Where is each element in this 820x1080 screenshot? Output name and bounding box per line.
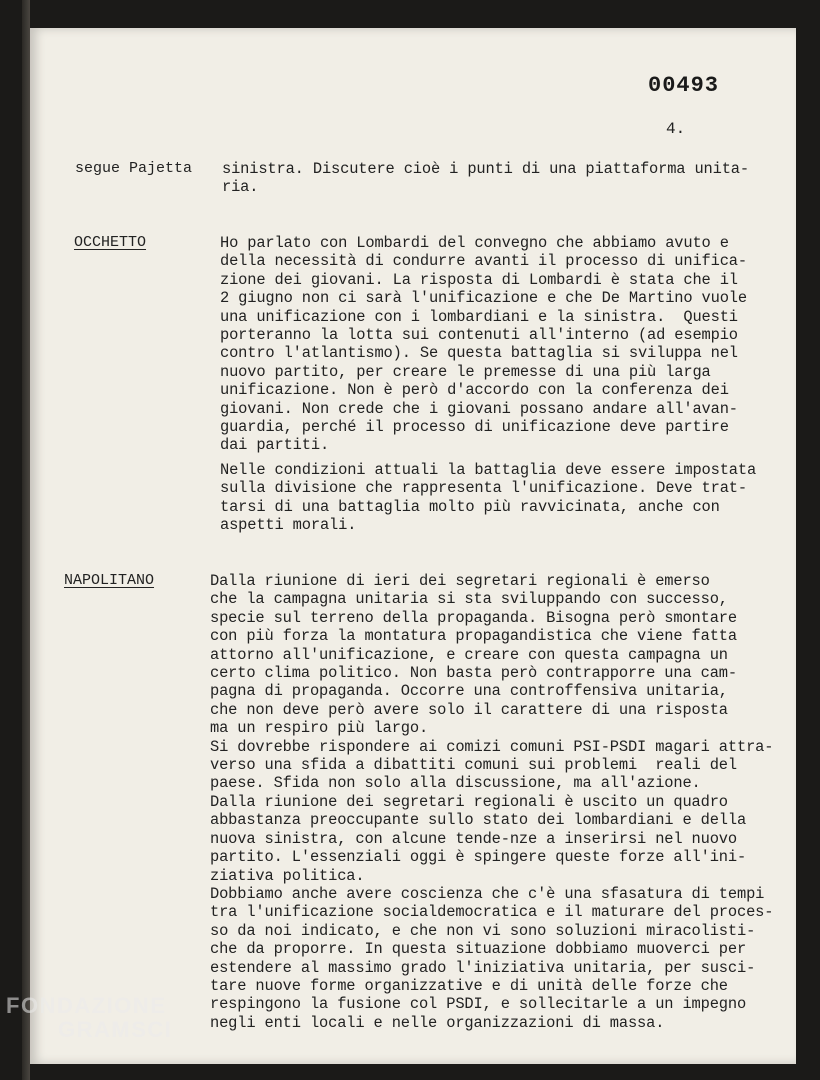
watermark-line-1: FONDAZIONE [6,993,167,1018]
paragraph-napolitano: Dalla riunione di ieri dei segretari regionali è emerso che la campagna unitaria si sta sviluppando con successo, specie sul terreno della propaganda. Bisogna però smontare con più forza la montatura propagandistica che viene fatta attorno all'unificazione, e creare con questa campagna un certo clima politico. Non basta però contrapporre una cam- pagna di propaganda. Occorre una controffensiva unitaria, che non deve però avere solo il carattere di una risposta ma un respiro più largo. Si dovrebbe rispondere ai comizi comuni PSI-PSDI magari attra- verso una sfida a dibattiti comuni sui problemi reali del paese. Sfida non solo alla discussione, ma all'azione. Dalla riunione dei segretari regionali è uscito un quadro abbastanza preoccupante sullo stato dei lombardiani e della nuova sinistra, con alcune tende-nze a inserirsi nel nuovo partito. L'essenziali oggi è spingere queste forze all'ini- ziativa politica. Dobbiamo anche avere coscienza che c'è una sfasatura di tempi tra l'unificazione socialdemocratica e il maturare del proces- so da noi indicato, e che non vi sono soluzioni miracolisti- che da proporre. In questa situazione dobbiamo muoverci per estendere al massimo grado l'iniziativa unitaria, per susci- tare nuove forme organizzative e di unità delle forze che respingono la fusione col PSDI, e sollecitarle a un impegno negli enti locali e nelle organizzazioni di massa. [210,572,774,1032]
paragraph-occhetto-2: Nelle condizioni attuali la battaglia deve essere impostata sulla divisione che rappresenta l'unificazione. Deve trat- tarsi di una battaglia molto più ravvicinata, anche con aspetti morali. [220,461,757,535]
fondazione-gramsci-watermark [6,994,172,1042]
paragraph-segue: sinistra. Discutere cioè i punti di una piattaforma unita- ria. [222,160,749,197]
page-number: 4. [666,120,686,138]
speaker-label-occhetto: OCCHETTO [74,234,147,251]
watermark-line-2: GRAMSCI [58,1017,173,1042]
paragraph-occhetto-1: Ho parlato con Lombardi del convegno che abbiamo avuto e della necessità di condurre avanti il processo di unifica- zione dei giovani. La risposta di Lombardi è stata che il 2 giugno non ci sarà l'unificazione e che De Martino vuole una unificazione con i lombardiani e la sinistra. Questi porteranno la lotta sui contenuti all'interno (ad esempio contro l'atlantismo). Se questa battaglia si sviluppa nel nuovo partito, per creare le premesse di una più larga unificazione. Non è però d'accordo con la conferenza dei giovani. Non crede che i giovani possano andare all'avan- guardia, perché il processo di unificazione deve partire dai partiti. [220,234,747,455]
document-page [30,28,796,1064]
speaker-label-napolitano: NAPOLITANO [64,572,155,589]
archive-stamp-number: 00493 [648,73,720,98]
binder-edge [22,0,30,1080]
speaker-label-segue: segue Pajetta [75,160,193,177]
